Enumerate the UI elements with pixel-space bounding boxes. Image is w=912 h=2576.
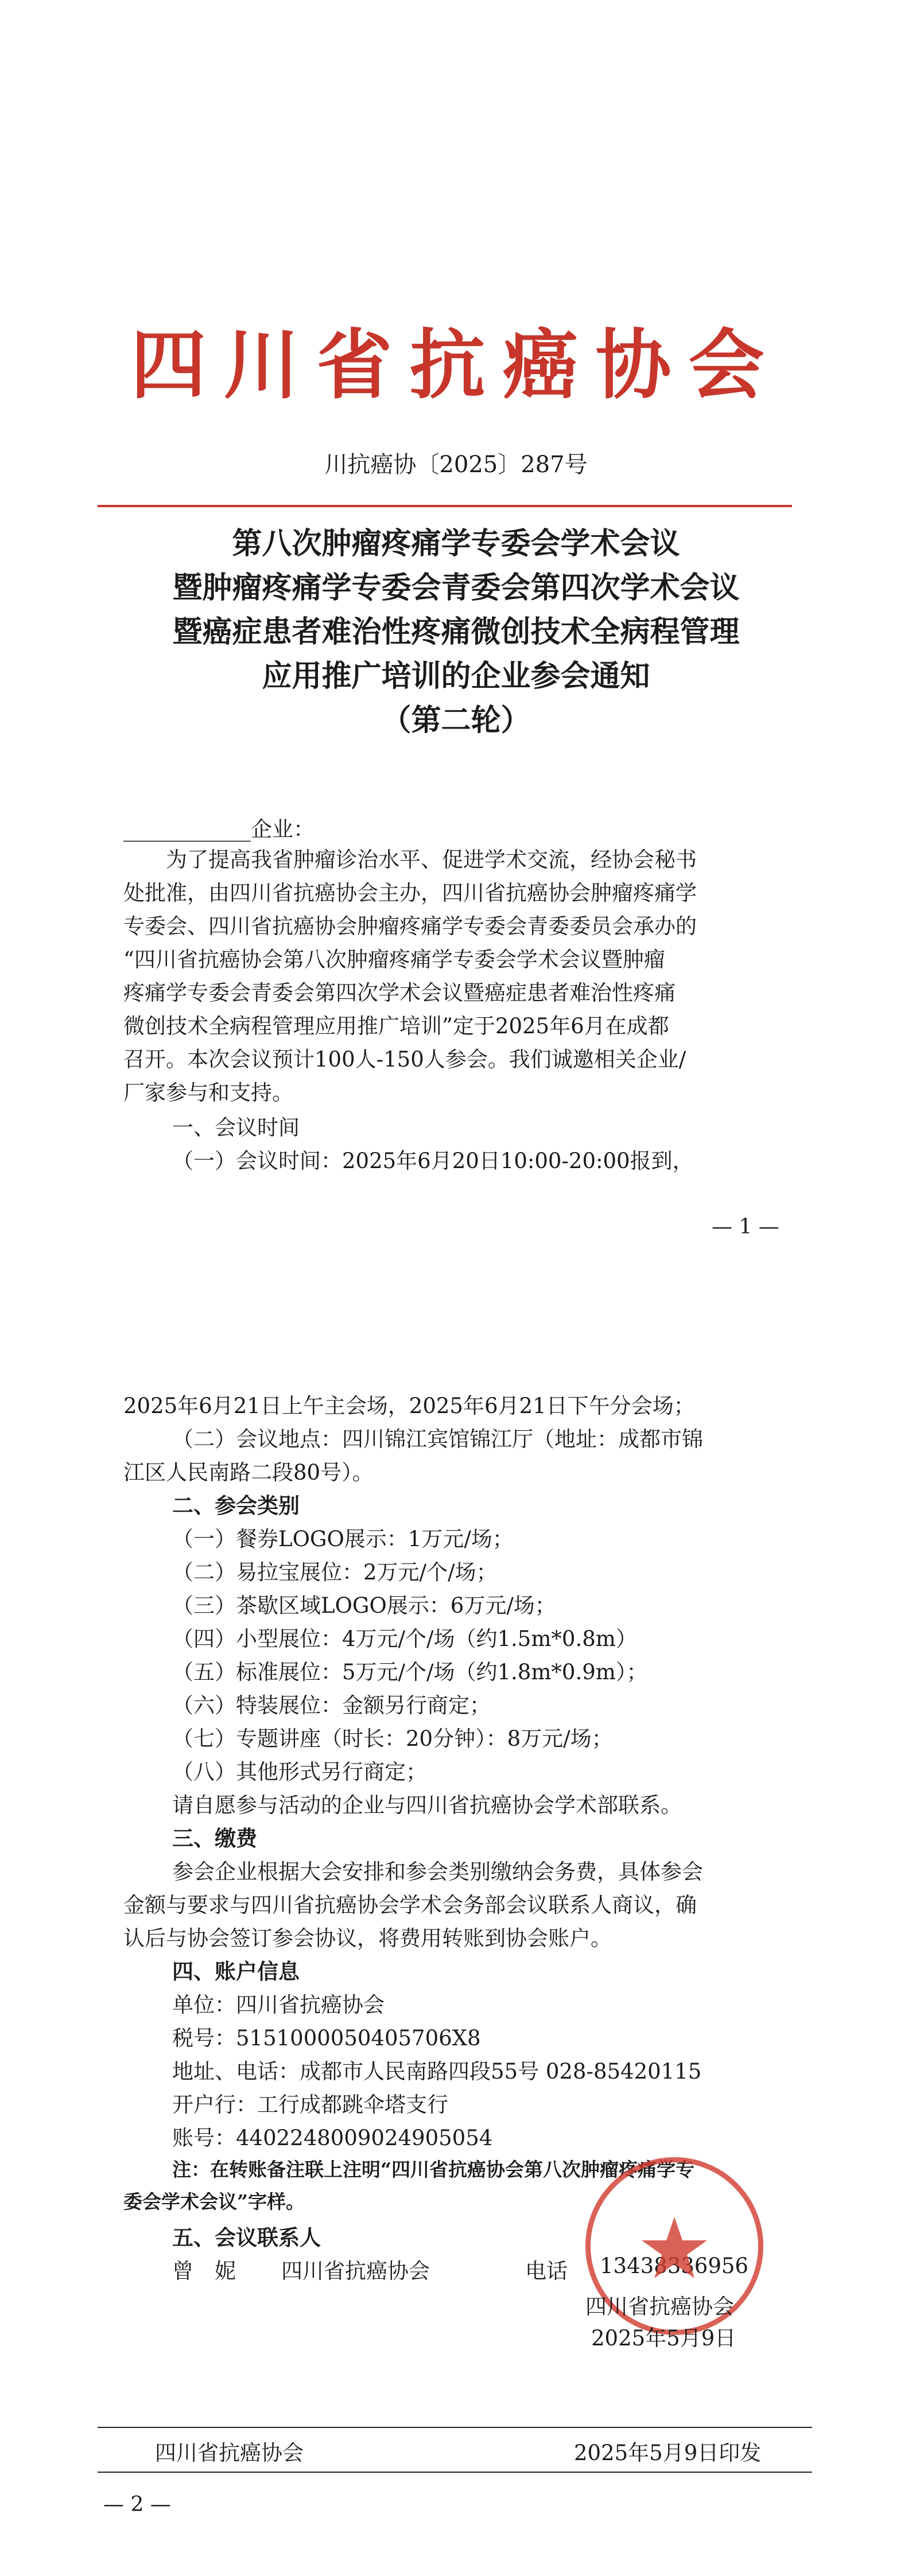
section-2-heading: 二、参会类别 [172,1493,300,1518]
category-item: （五）标准展位：5万元/个/场（约1.8m*0.9m）； [172,1660,648,1684]
contact-org: 四川省抗癌协会 [281,2259,430,2283]
notice-title-line-2: 暨肿瘤疼痛学专委会青委会第四次学术会议 [172,570,740,605]
notice-title-line-5: （第二轮） [381,703,531,738]
intro-line: 微创技术全病程管理应用推广培训”定于2025年6月在成都 [123,1014,669,1038]
account-line: 账号：4402248009024905054 [172,2126,493,2150]
page-number-1: — 1 — [712,1215,779,1239]
signature-org: 四川省抗癌协会 [585,2294,734,2319]
section-4-heading: 四、账户信息 [172,1959,300,1984]
notice-title-line-4: 应用推广培训的企业参会通知 [262,659,650,694]
intro-paragraph [123,843,789,1110]
contact-phone: 13438336956 [600,2254,748,2278]
category-item: （七）专题讲座（时长：20分钟）：8万元/场； [172,1726,613,1751]
category-item: （二）易拉宝展位：2万元/个/场； [172,1560,498,1585]
meeting-place-line-a: （二）会议地点：四川锦江宾馆锦江厅（地址：成都市锦 [172,1427,703,1452]
intro-line: 召开。本次会议预计100人-150人参会。我们诚邀相关企业/ [123,1047,686,1072]
intro-line: “四川省抗癌协会第八次肿瘤疼痛学专委会学术会议暨肿瘤 [123,947,665,972]
meeting-time-line-b: 2025年6月21日上午主会场，2025年6月21日下午分会场； [123,1394,695,1418]
contact-name: 曾 妮 [172,2259,236,2283]
notice-title-line-3: 暨癌症患者难治性疼痛微创技术全病程管理 [172,614,740,649]
category-item: （六）特装展位：金额另行商定； [172,1693,491,1718]
section-3-heading: 三、缴费 [172,1826,257,1851]
contact-phone-label: 电话 [525,2259,568,2283]
category-item: （八）其他形式另行商定； [172,1760,427,1784]
org-title: 四川省抗癌协会 [130,321,782,410]
account-line: 税号：5151000050405706X8 [172,2026,481,2050]
fee-line: 认后与协会签订参会协议，将费用转账到协会账户。 [123,1926,612,1951]
account-line: 地址、电话：成都市人民南路四段55号 028-85420115 [172,2059,702,2084]
category-note: 请自愿参与活动的企业与四川省抗癌协会学术部联系。 [172,1793,682,1818]
category-item: （四）小型展位：4万元/个/场（约1.5m*0.8m） [172,1626,637,1651]
footer-bottom-rule [98,2472,812,2473]
meeting-place-line-b: 江区人民南路二段80号）。 [123,1460,374,1485]
intro-line: 处批准，由四川省抗癌协会主办，四川省抗癌协会肿瘤疼痛学 [123,881,697,905]
account-line: 开户行：工行成都跳伞塔支行 [172,2092,448,2117]
account-line: 单位：四川省抗癌协会 [172,1993,385,2017]
section-5-heading: 五、会议联系人 [172,2225,321,2250]
fee-line: 金额与要求与四川省抗癌协会学术会务部会议联系人商议，确 [123,1893,697,1917]
signature-date: 2025年5月9日 [591,2326,736,2351]
red-divider [98,505,792,507]
notice-title-line-1: 第八次肿瘤疼痛学专委会学术会议 [232,526,680,561]
footer-top-rule [98,2427,812,2428]
intro-line: 专委会、四川省抗癌协会肿瘤疼痛学专委会青委委员会承办的 [123,914,697,939]
transfer-note-b: 委会学术会议”字样。 [123,2190,305,2213]
intro-line: 为了提高我省肿瘤诊治水平、促进学术交流，经协会秘书 [166,847,697,872]
section-1-heading: 一、会议时间 [172,1115,300,1140]
fee-line: 参会企业根据大会安排和参会类别缴纳会务费，具体参会 [172,1859,703,1884]
doc-number: 川抗癌协〔2025〕287号 [324,452,588,478]
footer-date: 2025年5月9日印发 [574,2441,762,2465]
category-item: （三）茶歇区域LOGO展示：6万元/场； [172,1593,556,1618]
transfer-note-a: 注：在转账备注联上注明“四川省抗癌协会第八次肿瘤疼痛学专 [172,2158,694,2181]
category-item: （一）餐券LOGO展示：1万元/场； [172,1527,514,1551]
meeting-time-line-a: （一）会议时间：2025年6月20日10:00-20:00报到， [172,1149,694,1173]
intro-line: 疼痛学专委会青委会第四次学术会议暨癌症患者难治性疼痛 [123,980,676,1005]
salutation: ____________企业： [123,817,315,842]
footer-org: 四川省抗癌协会 [155,2441,304,2465]
page-number-2: — 2 — [103,2493,171,2516]
intro-line: 厂家参与和支持。 [123,1080,293,1105]
